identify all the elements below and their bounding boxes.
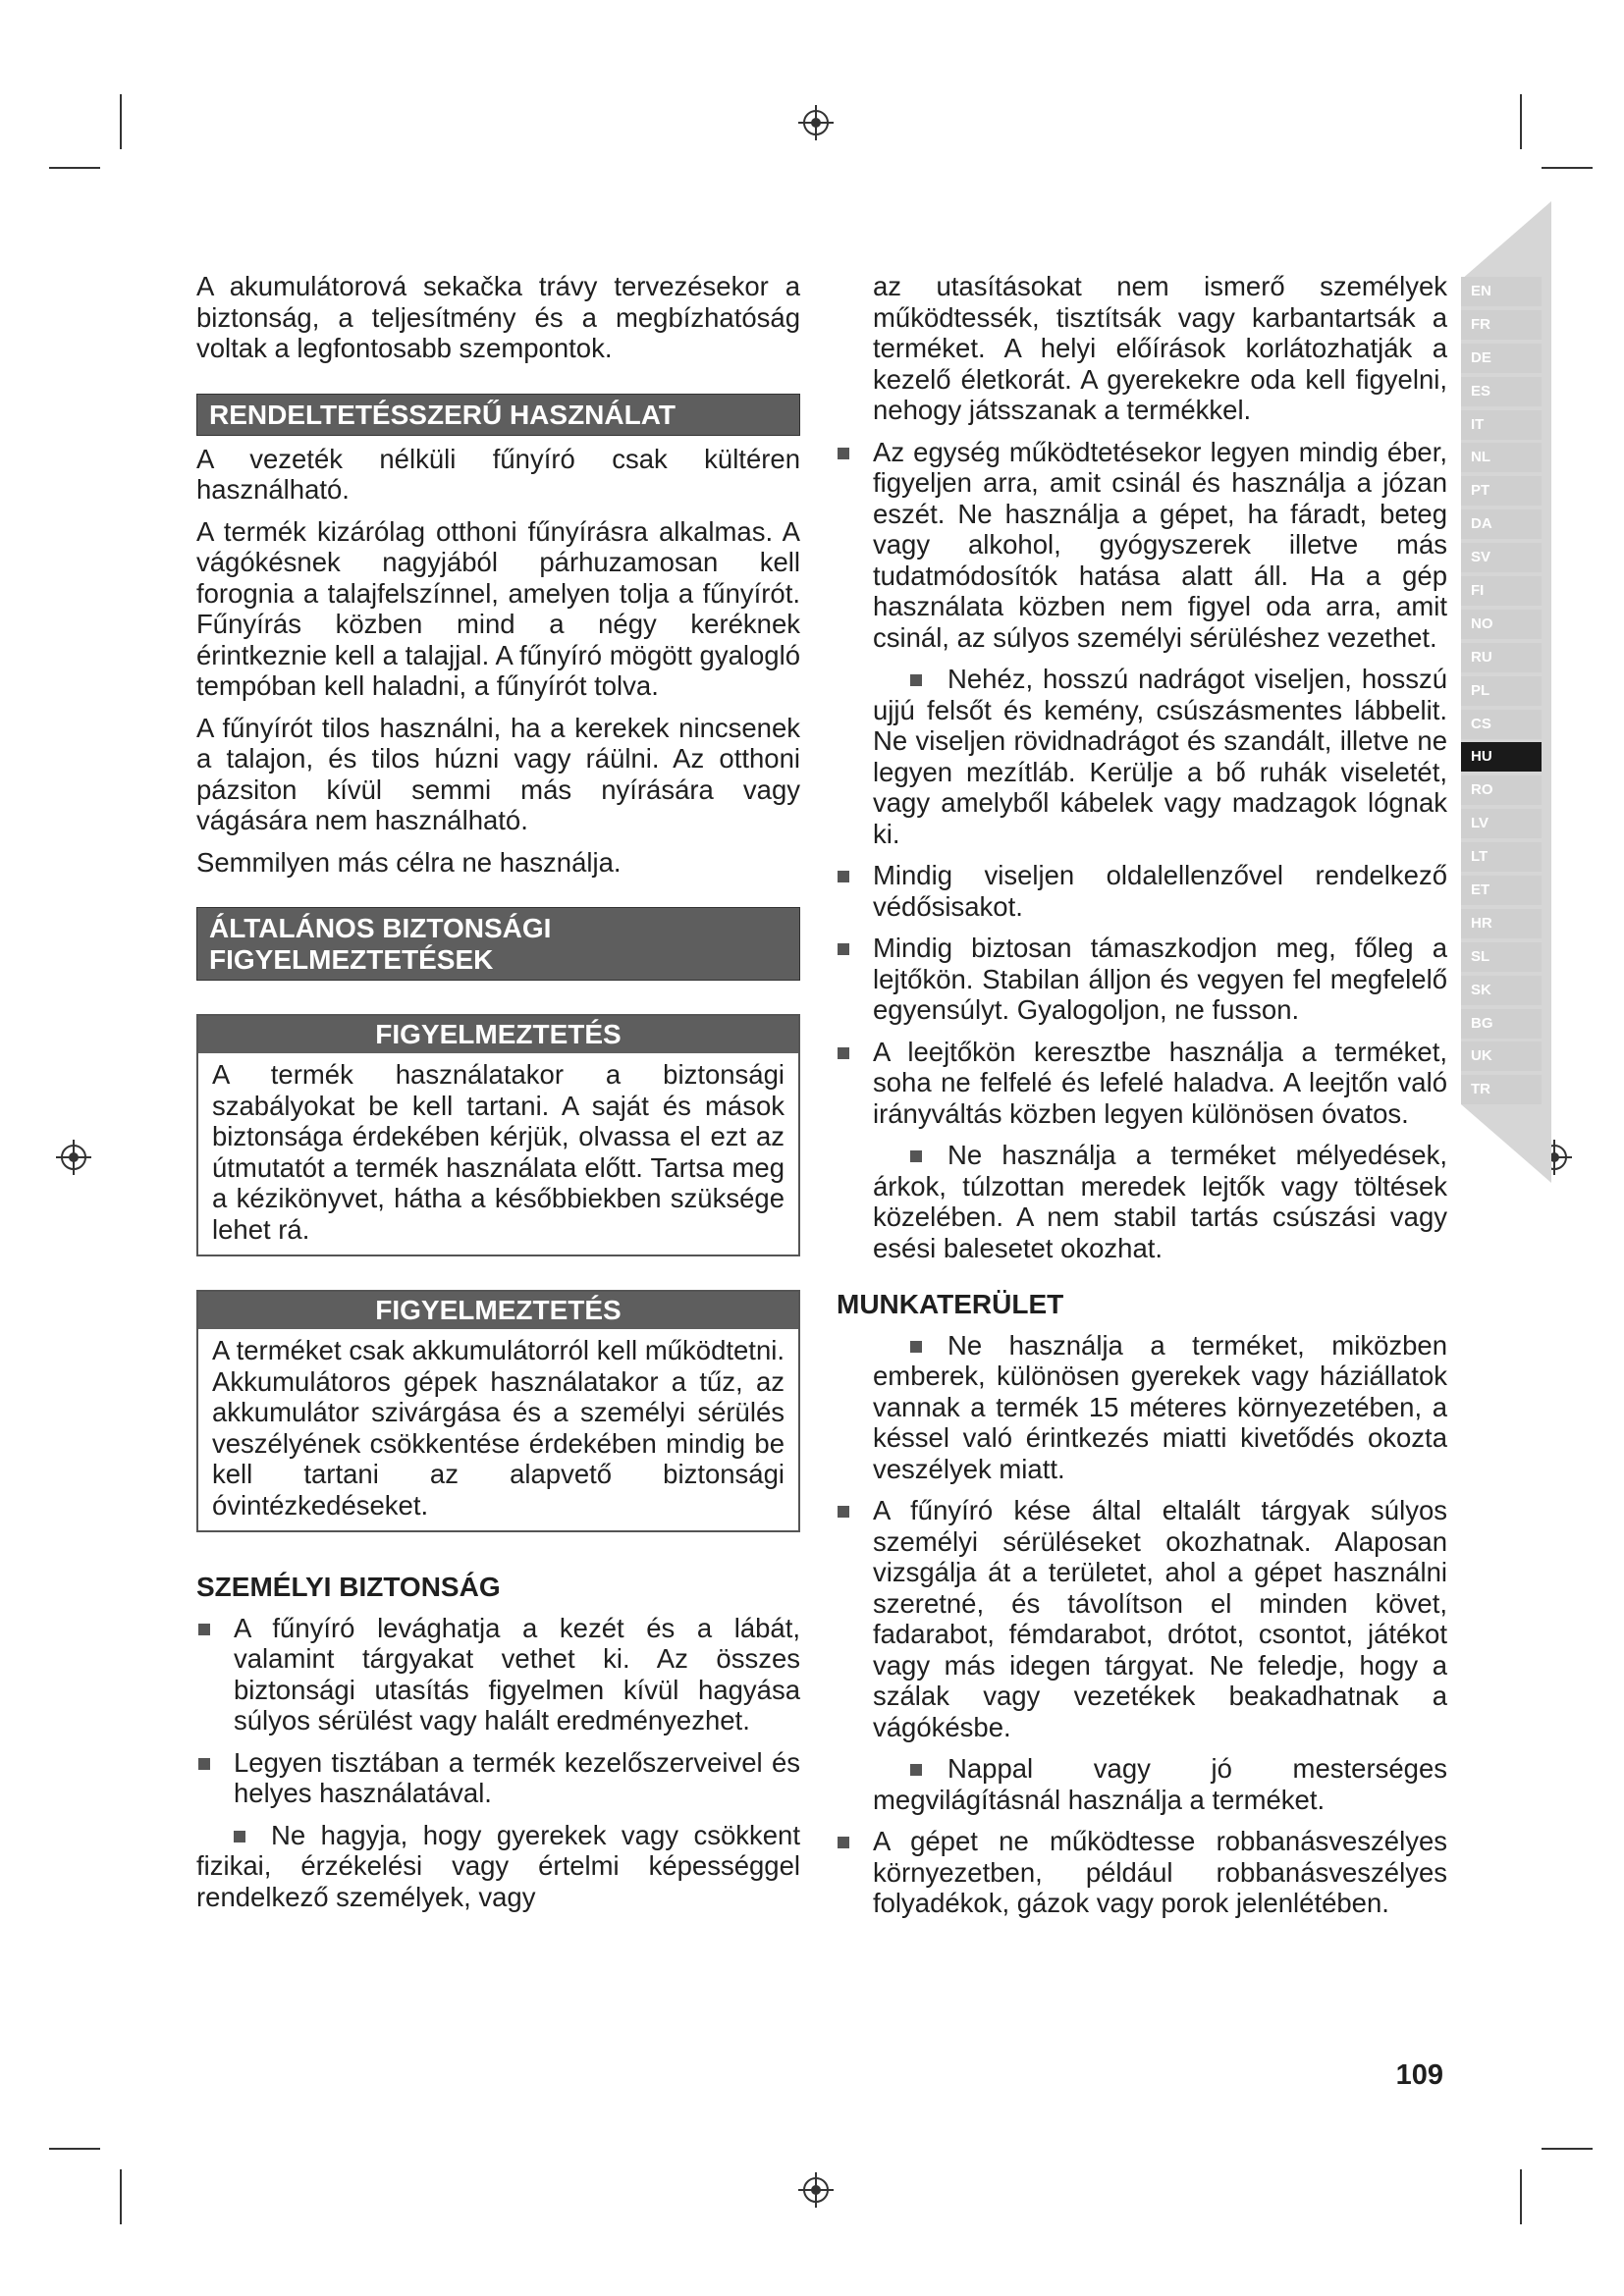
language-tab-sk: SK: [1461, 976, 1542, 1005]
crop-mark: [1520, 2169, 1522, 2224]
list-item: Mindig biztosan támaszkodjon meg, főleg a lejtőkön. Stabilan álljon és vegyen fel megfelelő egyensúlyt. Gyalogoljon, ne fusson.: [836, 933, 1447, 1026]
bullet-icon: [838, 871, 849, 882]
list-item: Mindig viseljen oldalellenzővel rendelkező védősisakot.: [836, 860, 1447, 922]
bullet-icon: [234, 1831, 245, 1842]
language-tab-et: ET: [1461, 876, 1542, 905]
crop-mark: [120, 94, 122, 149]
language-tab-it: IT: [1461, 410, 1542, 440]
language-tab-da: DA: [1461, 509, 1542, 539]
list-item: Ne hagyja, hogy gyerekek vagy csökkent fizikai, érzékelési vagy értelmi képességgel rendelkező személyek, vagy: [196, 1819, 800, 1912]
language-tab-fr: FR: [1461, 310, 1542, 340]
language-tab-es: ES: [1461, 377, 1542, 406]
language-tab-fi: FI: [1461, 576, 1542, 606]
subsection-title-personal-safety: SZEMÉLYI BIZTONSÁG: [196, 1572, 501, 1602]
list-item: Legyen tisztában a termék kezelőszerveivel és helyes használatával.: [196, 1747, 800, 1809]
bullet-icon: [838, 448, 849, 459]
crop-mark: [1542, 167, 1593, 169]
list-item: Ne használja a terméket mélyedések, árkok, túlzottan meredek lejtők vagy töltések közelében. A nem stabil tartás csúszási vagy esési balesetet okozhat.: [873, 1140, 1447, 1263]
list-item: A fűnyíró levághatja a kezét és a lábát, valamint tárgyakat vethet ki. Az összes biztonsági utasítás figyelmen kívül hagyása súlyos sérülést vagy halált eredményezhet.: [196, 1613, 800, 1736]
language-tab-lv: LV: [1461, 809, 1542, 838]
registration-mark-icon: [55, 1139, 92, 1176]
crop-mark: [49, 167, 100, 169]
bullet-icon: [910, 1764, 922, 1776]
language-tab-ro: RO: [1461, 775, 1542, 805]
warning-text: A termék használatakor a biztonsági szabályokat be kell tartani. A saját és mások biztonsága érdekében kérjük, olvassa el ezt az útmutatót a termék használata előtt. Tartsa meg a kézikönyvet, hátha a későbbiekben szüksége lehet rá.: [212, 1059, 785, 1245]
bullet-icon: [838, 943, 849, 955]
language-tab-cs: CS: [1461, 710, 1542, 739]
paragraph: A termék kizárólag otthoni fűnyírásra alkalmas. A vágókésnek nagyjából párhuzamosan kell forognia a talajfelszínnel, amelyen tolja a fűnyírót. Fűnyírás közben mind a négy keréknek érintkeznie kell a talajjal. A fűnyíró mögött gyalogló tempóban kell haladni, a fűnyírót tolva.: [196, 515, 800, 701]
paragraph: A vezeték nélküli fűnyíró csak kültéren használható.: [196, 443, 800, 505]
crop-mark: [49, 2148, 100, 2150]
crop-mark: [1542, 2148, 1593, 2150]
language-tab-pl: PL: [1461, 676, 1542, 706]
bullet-icon: [910, 674, 922, 686]
bullet-icon: [838, 1837, 849, 1848]
list-item: Nappal vagy jó mesterséges megvilágításnál használja a terméket.: [873, 1753, 1447, 1815]
bullet-icon: [838, 1047, 849, 1059]
warning-box: [196, 1290, 800, 1532]
left-column: [196, 271, 800, 1923]
section-title-general-safety: [196, 907, 800, 981]
language-tab-uk: UK: [1461, 1041, 1542, 1071]
subsection-title-work-area: MUNKATERÜLET: [837, 1289, 1064, 1319]
language-tabs: [1461, 277, 1542, 1108]
list-item: Nehéz, hosszú nadrágot viseljen, hosszú ujjú felsőt és kemény, csúszásmentes lábbelit. Ne viseljen rövidnadrágot és szandált, illetve ne legyen mezítláb. Kerülje a bő ruhák viseletét, vagy amelyből kábelek vagy madzagok lógnak ki.: [873, 664, 1447, 849]
list-item: Ne használja a terméket, miközben emberek, különösen gyerekek vagy háziállatok vannak a termék 15 méteres környezetében, a késsel való érintkezés miatti kivetődés okozta veszélyek miatt.: [873, 1329, 1447, 1484]
language-tab-tr: TR: [1461, 1075, 1542, 1104]
language-tab-lt: LT: [1461, 842, 1542, 872]
warning-text: A terméket csak akkumulátorról kell működtetni. Akkumulátoros gépek használatakor a tűz, az akkumulátor szivárgása és a személyi sérülés veszélyének csökkentése érdekében mindig be kell tartani az alapvető biztonsági óvintézkedéseket.: [212, 1335, 785, 1521]
warning-title: FIGYELMEZTETÉS: [198, 1292, 798, 1329]
list-item: A gépet ne működtesse robbanásveszélyes környezetben, például robbanásveszélyes folyadékok, gázok vagy porok jelenlétében.: [836, 1826, 1447, 1919]
paragraph-continued: az utasításokat nem ismerő személyek működtessék, tisztítsák vagy karbantartsák a terméket. A helyi előírások korlátozhatják a kezelő életkorát. A gyerekekre oda kell figyelni, nehogy játsszanak a termékkel.: [873, 271, 1447, 425]
crop-mark: [120, 2169, 122, 2224]
bullet-icon: [198, 1758, 210, 1770]
page-number: 109: [1395, 2059, 1443, 2091]
section-title-intended-use: RENDELTETÉSSZERŰ HASZNÁLAT: [196, 394, 800, 436]
paragraph: Semmilyen más célra ne használja.: [196, 846, 622, 878]
registration-mark-icon: [797, 2171, 835, 2209]
language-tab-ru: RU: [1461, 643, 1542, 672]
language-tab-sl: SL: [1461, 942, 1542, 972]
warning-title: FIGYELMEZTETÉS: [198, 1016, 798, 1053]
language-tab-no: NO: [1461, 610, 1542, 639]
language-tab-pt: PT: [1461, 476, 1542, 506]
list-item: A leejtőkön keresztbe használja a terméket, soha ne felfelé és lefelé haladva. A leejtőn való irányváltás közben legyen különösen óvatos.: [836, 1037, 1447, 1130]
language-tab-bg: BG: [1461, 1009, 1542, 1039]
crop-mark: [1520, 94, 1522, 149]
paragraph: A fűnyírót tilos használni, ha a kerekek nincsenek a talajon, és tilos húzni vagy ráülni. Az otthoni pázsiton kívül semmi más nyírására vagy vágására nem használható.: [196, 712, 800, 835]
language-tab-hu: HU: [1461, 742, 1542, 772]
bullet-icon: [910, 1341, 922, 1353]
registration-mark-icon: [797, 104, 835, 141]
intro-paragraph: A akumulátorová sekačka trávy tervezésekor a biztonság, a teljesítmény és a megbízhatóság voltak a legfontosabb szempontok.: [196, 271, 800, 363]
section-title-line: ÁLTALÁNOS BIZTONSÁGI: [209, 913, 552, 943]
language-tab-sv: SV: [1461, 543, 1542, 572]
list-item: A fűnyíró kése által eltalált tárgyak súlyos személyi sérüléseket okozhatnak. Alaposan vizsgálja át a területet, ahol a gépet használni szeretné, és távolítson el minden követ, fadarabot, fémdarabot, drótot, csontot, játékot vagy más idegen tárgyat. Ne feledje, hogy a szálak vagy vezetékek beakadhatnak a vágókésbe.: [836, 1495, 1447, 1742]
language-tab-nl: NL: [1461, 443, 1542, 472]
list-item: Az egység működtetésekor legyen mindig éber, figyeljen arra, amit csinál és használja a józan eszét. Ne használja a gépet, ha fáradt, beteg vagy alkohol, gyógyszerek illetve más tudatmódosítók hatása alatt áll. Ha a gép használata közben nem figyel oda arra, amit csinál, az súlyos személyi sérüléshez vezethet.: [836, 437, 1447, 654]
bullet-icon: [198, 1624, 210, 1635]
bullet-icon: [910, 1150, 922, 1162]
language-tab-de: DE: [1461, 344, 1542, 373]
language-tab-en: EN: [1461, 277, 1542, 306]
section-title-line: FIGYELMEZTETÉSEK: [209, 944, 494, 975]
warning-box: [196, 1014, 800, 1256]
language-tab-hr: HR: [1461, 909, 1542, 938]
bullet-icon: [838, 1506, 849, 1518]
right-column: [837, 271, 1447, 1930]
